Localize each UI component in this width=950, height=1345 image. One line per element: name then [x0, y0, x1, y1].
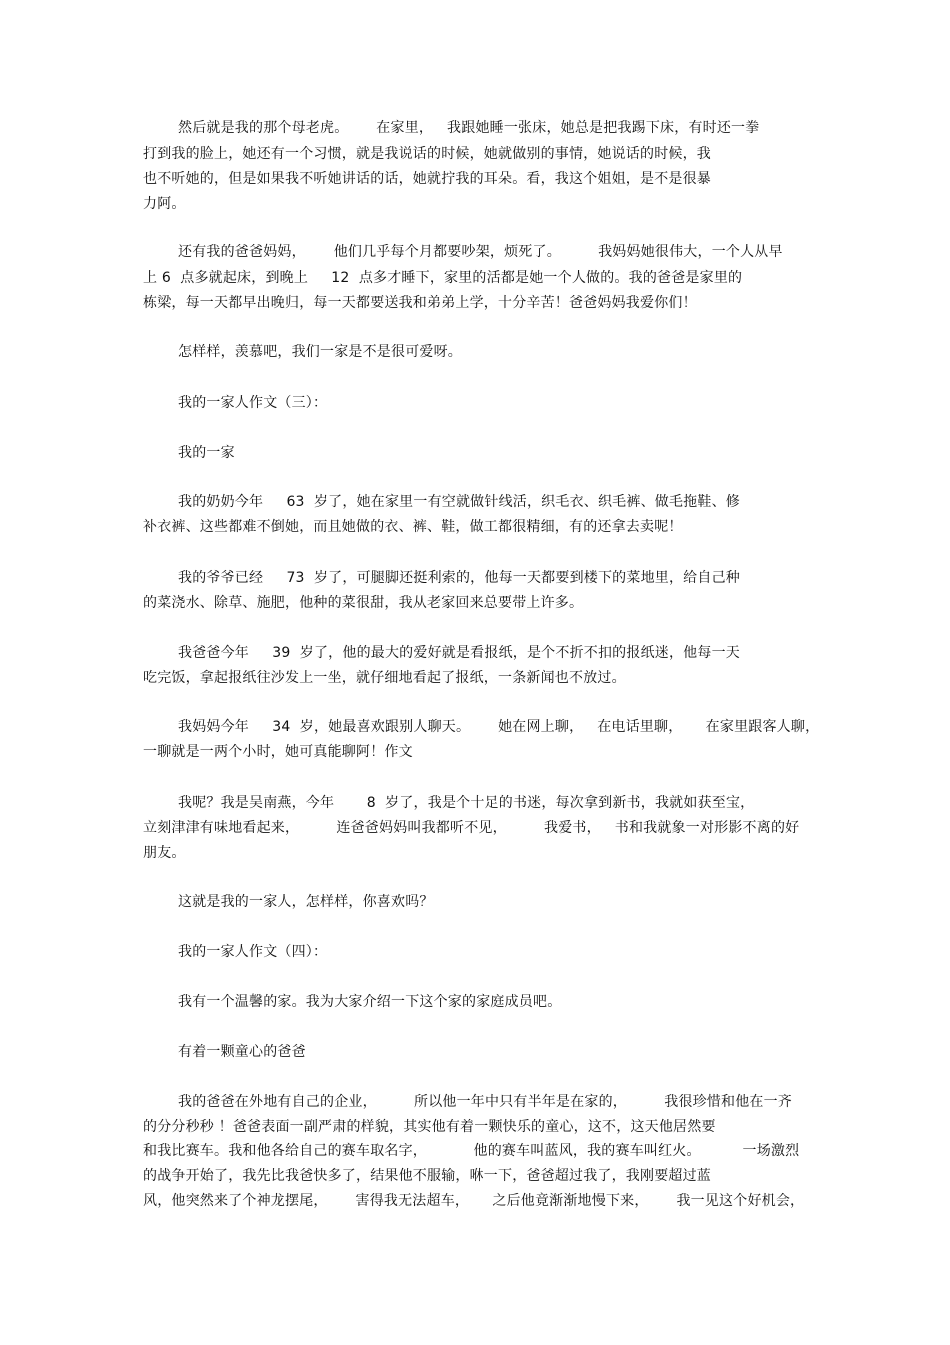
section-heading: 我的一家人作文（三）： [178, 395, 328, 411]
text-line: 然后就是我的那个母老虎。 在家里， 我跟她睡一张床，她总是把我踢下床，有时还一拳 [178, 120, 760, 136]
text-line: 的战争开始了，我先比我爸快多了，结果他不服输，咻一下，爸爸超过我了，我刚要超过蓝 [143, 1168, 711, 1184]
section-subtitle: 有着一颗童心的爸爸 [178, 1044, 306, 1060]
text-line: 一聊就是一两个小时，她可真能聊阿！作文 [143, 744, 413, 760]
text-line: 吃完饭，拿起报纸往沙发上一坐，就仔细地看起了报纸，一条新闻也不放过。 [143, 670, 626, 686]
text-line: 我妈妈今年 34 岁，她最喜欢跟别人聊天。 她在网上聊， 在电话里聊， 在家里跟客人聊， [178, 719, 820, 735]
text-line: 还有我的爸爸妈妈， 他们几乎每个月都要吵架，烦死了。 我妈妈她很伟大，一个人从早 [178, 244, 783, 260]
section-heading: 我的一家人作文（四）： [178, 944, 328, 960]
text-line: 补衣裤、这些都难不倒她，而且她做的衣、裤、鞋，做工都很精细，有的还拿去卖呢！ [143, 519, 683, 535]
text-line: 我爸爸今年 39 岁了，他的最大的爱好就是看报纸，是个不折不扣的报纸迷，他每一天 [178, 645, 740, 661]
text-line: 打到我的脸上，她还有一个习惯，就是我说话的时候，她就做别的事情，她说话的时候，我 [143, 146, 711, 162]
text-line: 上 6 点多就起床，到晚上 12 点多才睡下，家里的活都是她一个人做的。我的爸爸是家里的 [143, 270, 743, 286]
text-line: 栋梁，每一天都早出晚归，每一天都要送我和弟弟上学，十分辛苦！爸爸妈妈我爱你们！ [143, 295, 697, 311]
text-line: 的分分秒秒 ！爸爸表面一副严肃的样貌，其实他有着一颗快乐的童心，这不，这天他居然要 [143, 1119, 716, 1135]
text-line: 也不听她的，但是如果我不听她讲话的话，她就拧我的耳朵。看，我这个姐姐，是不是很暴 [143, 171, 711, 187]
section-subtitle: 我的一家 [178, 445, 235, 461]
text-line: 朋友。 [143, 845, 186, 861]
text-line: 我的爷爷已经 73 岁了，可腿脚还挺利索的，他每一天都要到楼下的菜地里，给自己种 [178, 570, 740, 586]
text-line: 风，他突然来了个神龙摆尾， 害得我无法超车， 之后他竟渐渐地慢下来， 我一见这个好机会， [143, 1193, 805, 1209]
text-line: 我的奶奶今年 63 岁了，她在家里一有空就做针线活，织毛衣、织毛裤、做毛拖鞋、修 [178, 494, 740, 510]
text-line: 的菜浇水、除草、施肥，他种的菜很甜，我从老家回来总要带上许多。 [143, 595, 584, 611]
text-line: 和我比赛车。我和他各给自己的赛车取名字， 他的赛车叫蓝风，我的赛车叫红火。 一场激烈 [143, 1143, 800, 1159]
text-line: 我有一个温馨的家。我为大家介绍一下这个家的家庭成员吧。 [178, 994, 562, 1010]
text-line: 这就是我的一家人，怎样样，你喜欢吗？ [178, 894, 434, 910]
text-line: 怎样样，羡慕吧，我们一家是不是很可爱呀。 [178, 344, 462, 360]
text-line: 立刻津津有味地看起来， 连爸爸妈妈叫我都听不见， 我爱书， 书和我就象一对形影不离的好 [143, 820, 800, 836]
text-line: 我呢？我是吴南燕，今年 8 岁了，我是个十足的书迷，每次拿到新书，我就如获至宝， [178, 795, 755, 811]
text-line: 我的爸爸在外地有自己的企业， 所以他一年中只有半年是在家的， 我很珍惜和他在一齐 [178, 1094, 793, 1110]
text-line: 力阿。 [143, 196, 186, 212]
